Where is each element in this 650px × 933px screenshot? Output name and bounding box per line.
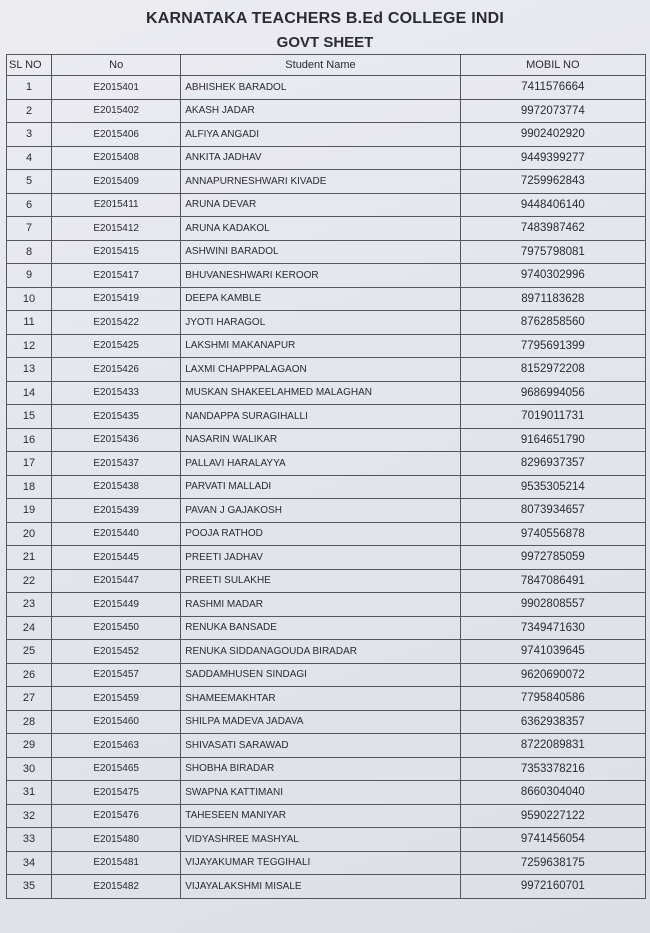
mobile-no-cell: 8762858560 bbox=[460, 311, 645, 335]
sl-no-cell: 17 bbox=[7, 452, 52, 476]
student-name-cell: SADDAMHUSEN SINDAGI bbox=[181, 663, 460, 687]
mobile-no-cell: 7019011731 bbox=[460, 405, 645, 429]
mobile-no-cell: 9972160701 bbox=[460, 875, 645, 899]
sl-no-cell: 23 bbox=[7, 593, 52, 617]
mobile-no-cell: 9590227122 bbox=[460, 804, 645, 828]
enrollment-no-cell: E2015440 bbox=[52, 522, 181, 546]
enrollment-no-cell: E2015450 bbox=[52, 616, 181, 640]
enrollment-no-cell: E2015476 bbox=[52, 804, 181, 828]
sl-no-cell: 1 bbox=[7, 76, 52, 100]
mobile-no-cell: 7795840586 bbox=[460, 687, 645, 711]
enrollment-no-cell: E2015415 bbox=[52, 240, 181, 264]
enrollment-no-cell: E2015435 bbox=[52, 405, 181, 429]
student-name-cell: MUSKAN SHAKEELAHMED MALAGHAN bbox=[181, 381, 460, 405]
enrollment-no-cell: E2015438 bbox=[52, 475, 181, 499]
table-row bbox=[7, 287, 646, 311]
table-row bbox=[7, 170, 646, 194]
enrollment-no-cell: E2015439 bbox=[52, 499, 181, 523]
table-row bbox=[7, 311, 646, 335]
table-row bbox=[7, 358, 646, 382]
student-name-cell: RASHMI MADAR bbox=[181, 593, 460, 617]
sl-no-cell: 34 bbox=[7, 851, 52, 875]
enrollment-no-cell: E2015437 bbox=[52, 452, 181, 476]
sl-no-cell: 3 bbox=[7, 123, 52, 147]
mobile-no-cell: 9448406140 bbox=[460, 193, 645, 217]
student-name-cell: NANDAPPA SURAGIHALLI bbox=[181, 405, 460, 429]
table-row bbox=[7, 710, 646, 734]
student-name-cell: DEEPA KAMBLE bbox=[181, 287, 460, 311]
enrollment-no-cell: E2015408 bbox=[52, 146, 181, 170]
mobile-no-cell: 9741039645 bbox=[460, 640, 645, 664]
mobile-no-cell: 8073934657 bbox=[460, 499, 645, 523]
sl-no-cell: 25 bbox=[7, 640, 52, 664]
enrollment-no-cell: E2015482 bbox=[52, 875, 181, 899]
mobile-no-cell: 9902402920 bbox=[460, 123, 645, 147]
table-row bbox=[7, 381, 646, 405]
sl-no-cell: 31 bbox=[7, 781, 52, 805]
student-name-cell: RENUKA SIDDANAGOUDA BIRADAR bbox=[181, 640, 460, 664]
mobile-no-cell: 9741456054 bbox=[460, 828, 645, 852]
mobile-no-cell: 9972785059 bbox=[460, 546, 645, 570]
student-name-cell: BHUVANESHWARI KEROOR bbox=[181, 264, 460, 288]
sheet-subtitle: GOVT SHEET bbox=[276, 34, 374, 51]
student-name-cell: PREETI JADHAV bbox=[181, 546, 460, 570]
sl-no-cell: 10 bbox=[7, 287, 52, 311]
table-row bbox=[7, 804, 646, 828]
mobile-no-cell: 7349471630 bbox=[460, 616, 645, 640]
enrollment-no-cell: E2015426 bbox=[52, 358, 181, 382]
table-row bbox=[7, 240, 646, 264]
sl-no-cell: 27 bbox=[7, 687, 52, 711]
sl-no-cell: 18 bbox=[7, 475, 52, 499]
mobile-no-cell: 6362938357 bbox=[460, 710, 645, 734]
enrollment-no-cell: E2015452 bbox=[52, 640, 181, 664]
student-name-cell: SWAPNA KATTIMANI bbox=[181, 781, 460, 805]
mobile-no-cell: 9740556878 bbox=[460, 522, 645, 546]
table-row bbox=[7, 875, 646, 899]
table-row bbox=[7, 428, 646, 452]
table-row bbox=[7, 334, 646, 358]
table-row bbox=[7, 522, 646, 546]
mobile-no-cell: 7847086491 bbox=[460, 569, 645, 593]
sl-no-cell: 32 bbox=[7, 804, 52, 828]
mobile-no-cell: 9902808557 bbox=[460, 593, 645, 617]
enrollment-no-cell: E2015457 bbox=[52, 663, 181, 687]
table-row bbox=[7, 569, 646, 593]
enrollment-no-cell: E2015402 bbox=[52, 99, 181, 123]
student-name-cell: VIJAYALAKSHMI MISALE bbox=[181, 875, 460, 899]
table-row bbox=[7, 193, 646, 217]
mobile-no-cell: 8971183628 bbox=[460, 287, 645, 311]
table-header-row bbox=[7, 55, 646, 76]
enrollment-no-cell: E2015433 bbox=[52, 381, 181, 405]
mobile-no-cell: 7259638175 bbox=[460, 851, 645, 875]
enrollment-no-cell: E2015425 bbox=[52, 334, 181, 358]
table-row bbox=[7, 640, 646, 664]
table-row bbox=[7, 757, 646, 781]
student-name-cell: LAXMI CHAPPPALAGAON bbox=[181, 358, 460, 382]
mobile-no-cell: 7975798081 bbox=[460, 240, 645, 264]
enrollment-no-cell: E2015412 bbox=[52, 217, 181, 241]
mobile-no-cell: 9740302996 bbox=[460, 264, 645, 288]
student-name-cell: TAHESEEN MANIYAR bbox=[181, 804, 460, 828]
mobile-no-cell: 7259962843 bbox=[460, 170, 645, 194]
enrollment-no-cell: E2015447 bbox=[52, 569, 181, 593]
student-name-cell: PALLAVI HARALAYYA bbox=[181, 452, 460, 476]
table-row bbox=[7, 76, 646, 100]
sl-no-cell: 33 bbox=[7, 828, 52, 852]
student-name-cell: JYOTI HARAGOL bbox=[181, 311, 460, 335]
student-name-cell: ARUNA DEVAR bbox=[181, 193, 460, 217]
college-title: KARNATAKA TEACHERS B.Ed COLLEGE INDI bbox=[145, 10, 504, 27]
sl-no-cell: 16 bbox=[7, 428, 52, 452]
student-name-cell: RENUKA BANSADE bbox=[181, 616, 460, 640]
enrollment-no-cell: E2015480 bbox=[52, 828, 181, 852]
enrollment-no-cell: E2015465 bbox=[52, 757, 181, 781]
enrollment-no-cell: E2015475 bbox=[52, 781, 181, 805]
enrollment-no-cell: E2015411 bbox=[52, 193, 181, 217]
table-row bbox=[7, 616, 646, 640]
sl-no-cell: 6 bbox=[7, 193, 52, 217]
student-name-cell: VIJAYAKUMAR TEGGIHALI bbox=[181, 851, 460, 875]
student-name-cell: SHILPA MADEVA JADAVA bbox=[181, 710, 460, 734]
mobile-no-cell: 9449399277 bbox=[460, 146, 645, 170]
mobile-no-cell: 8660304040 bbox=[460, 781, 645, 805]
mobile-no-cell: 7411576664 bbox=[460, 76, 645, 100]
enrollment-no-cell: E2015463 bbox=[52, 734, 181, 758]
table-row bbox=[7, 452, 646, 476]
enrollment-no-cell: E2015436 bbox=[52, 428, 181, 452]
student-name-cell: SHOBHA BIRADAR bbox=[181, 757, 460, 781]
student-name-cell: ALFIYA ANGADI bbox=[181, 123, 460, 147]
table-row bbox=[7, 146, 646, 170]
student-name-cell: ASHWINI BARADOL bbox=[181, 240, 460, 264]
column-header-no: No bbox=[52, 55, 181, 76]
sl-no-cell: 21 bbox=[7, 546, 52, 570]
sl-no-cell: 26 bbox=[7, 663, 52, 687]
mobile-no-cell: 7795691399 bbox=[460, 334, 645, 358]
table-row bbox=[7, 851, 646, 875]
sl-no-cell: 8 bbox=[7, 240, 52, 264]
student-name-cell: PREETI SULAKHE bbox=[181, 569, 460, 593]
sl-no-cell: 30 bbox=[7, 757, 52, 781]
table-row bbox=[7, 217, 646, 241]
mobile-no-cell: 9164651790 bbox=[460, 428, 645, 452]
table-row bbox=[7, 123, 646, 147]
enrollment-no-cell: E2015417 bbox=[52, 264, 181, 288]
enrollment-no-cell: E2015445 bbox=[52, 546, 181, 570]
table-row bbox=[7, 99, 646, 123]
enrollment-no-cell: E2015401 bbox=[52, 76, 181, 100]
table-row bbox=[7, 781, 646, 805]
sl-no-cell: 14 bbox=[7, 381, 52, 405]
table-row bbox=[7, 405, 646, 429]
mobile-no-cell: 9686994056 bbox=[460, 381, 645, 405]
column-header-student-name: Student Name bbox=[181, 55, 460, 76]
mobile-no-cell: 7353378216 bbox=[460, 757, 645, 781]
student-name-cell: ANKITA JADHAV bbox=[181, 146, 460, 170]
mobile-no-cell: 8152972208 bbox=[460, 358, 645, 382]
table-row bbox=[7, 828, 646, 852]
mobile-no-cell: 9535305214 bbox=[460, 475, 645, 499]
mobile-no-cell: 8296937357 bbox=[460, 452, 645, 476]
sl-no-cell: 22 bbox=[7, 569, 52, 593]
table-row bbox=[7, 734, 646, 758]
table-row bbox=[7, 475, 646, 499]
sl-no-cell: 28 bbox=[7, 710, 52, 734]
student-name-cell: PARVATI MALLADI bbox=[181, 475, 460, 499]
enrollment-no-cell: E2015481 bbox=[52, 851, 181, 875]
sl-no-cell: 4 bbox=[7, 146, 52, 170]
enrollment-no-cell: E2015422 bbox=[52, 311, 181, 335]
sl-no-cell: 12 bbox=[7, 334, 52, 358]
mobile-no-cell: 9972073774 bbox=[460, 99, 645, 123]
enrollment-no-cell: E2015460 bbox=[52, 710, 181, 734]
enrollment-no-cell: E2015459 bbox=[52, 687, 181, 711]
sl-no-cell: 7 bbox=[7, 217, 52, 241]
student-name-cell: AKASH JADAR bbox=[181, 99, 460, 123]
sl-no-cell: 20 bbox=[7, 522, 52, 546]
student-name-cell: NASARIN WALIKAR bbox=[181, 428, 460, 452]
student-name-cell: LAKSHMI MAKANAPUR bbox=[181, 334, 460, 358]
student-name-cell: ANNAPURNESHWARI KIVADE bbox=[181, 170, 460, 194]
sl-no-cell: 19 bbox=[7, 499, 52, 523]
column-header-sl-no: SL NO bbox=[7, 55, 52, 76]
table-row bbox=[7, 687, 646, 711]
sl-no-cell: 9 bbox=[7, 264, 52, 288]
student-name-cell: PAVAN J GAJAKOSH bbox=[181, 499, 460, 523]
sl-no-cell: 24 bbox=[7, 616, 52, 640]
student-name-cell: POOJA RATHOD bbox=[181, 522, 460, 546]
table-row bbox=[7, 264, 646, 288]
student-name-cell: VIDYASHREE MASHYAL bbox=[181, 828, 460, 852]
sl-no-cell: 29 bbox=[7, 734, 52, 758]
enrollment-no-cell: E2015409 bbox=[52, 170, 181, 194]
sl-no-cell: 13 bbox=[7, 358, 52, 382]
sl-no-cell: 35 bbox=[7, 875, 52, 899]
enrollment-no-cell: E2015406 bbox=[52, 123, 181, 147]
sl-no-cell: 5 bbox=[7, 170, 52, 194]
sl-no-cell: 11 bbox=[7, 311, 52, 335]
sl-no-cell: 15 bbox=[7, 405, 52, 429]
mobile-no-cell: 8722089831 bbox=[460, 734, 645, 758]
column-header-mobile-no: MOBIL NO bbox=[460, 55, 645, 76]
student-name-cell: SHIVASATI SARAWAD bbox=[181, 734, 460, 758]
student-table bbox=[6, 54, 646, 899]
table-row bbox=[7, 499, 646, 523]
sl-no-cell: 2 bbox=[7, 99, 52, 123]
mobile-no-cell: 7483987462 bbox=[460, 217, 645, 241]
table-row bbox=[7, 546, 646, 570]
enrollment-no-cell: E2015449 bbox=[52, 593, 181, 617]
student-name-cell: SHAMEEMAKHTAR bbox=[181, 687, 460, 711]
enrollment-no-cell: E2015419 bbox=[52, 287, 181, 311]
mobile-no-cell: 9620690072 bbox=[460, 663, 645, 687]
student-name-cell: ABHISHEK BARADOL bbox=[181, 76, 460, 100]
table-row bbox=[7, 663, 646, 687]
student-name-cell: ARUNA KADAKOL bbox=[181, 217, 460, 241]
table-row bbox=[7, 593, 646, 617]
